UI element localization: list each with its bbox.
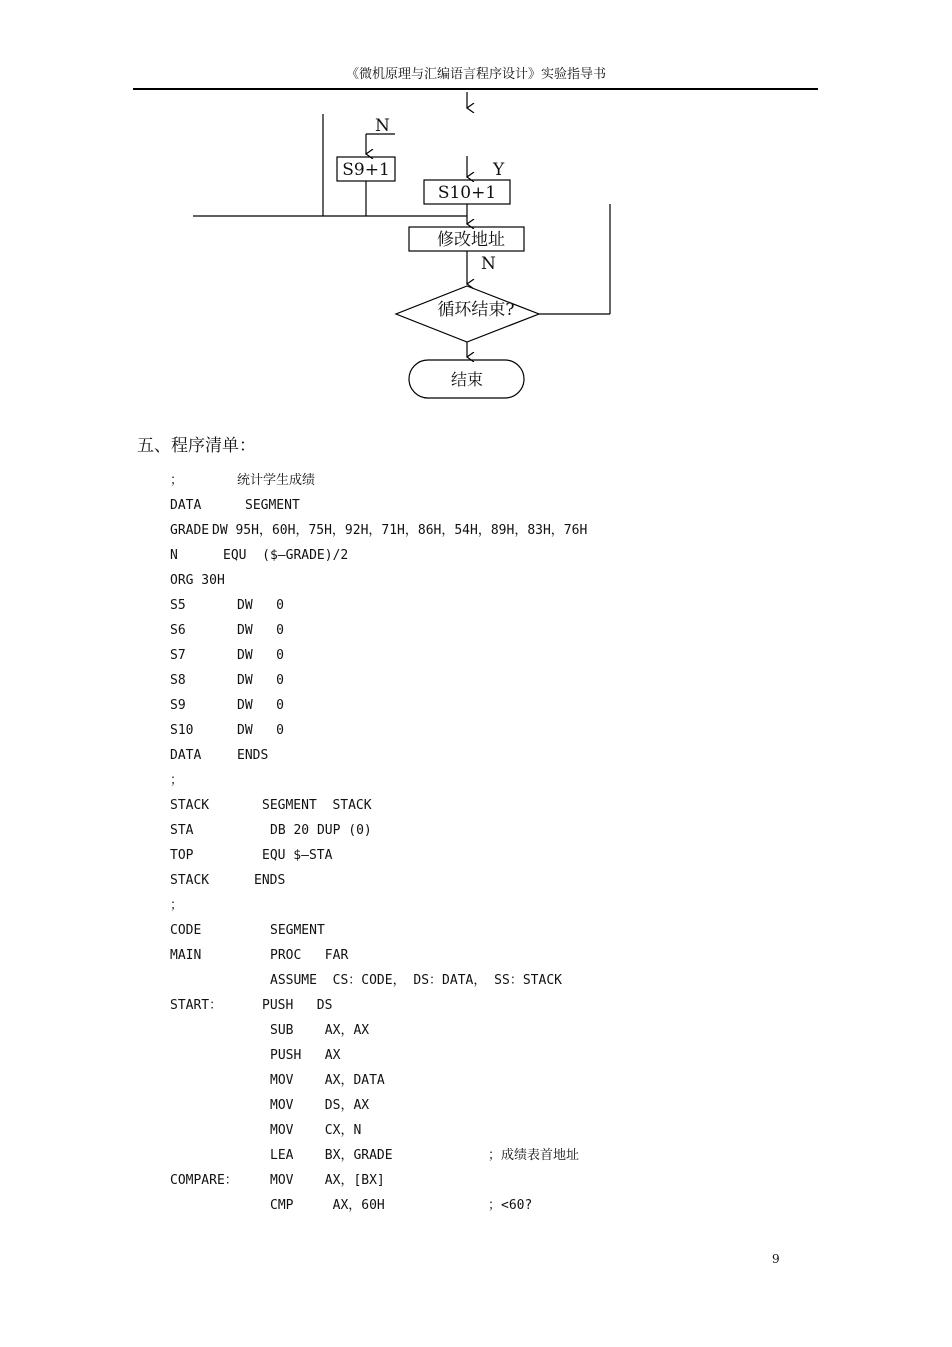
code-line xyxy=(170,1193,870,1218)
code-line xyxy=(170,568,870,593)
code-line xyxy=(170,693,870,718)
code-label: DATA xyxy=(170,498,202,513)
flow-label-modify: 修改地址 xyxy=(437,230,505,250)
code-line xyxy=(170,868,870,893)
code-instruction: MOV DS，AX xyxy=(270,1098,370,1113)
code-line xyxy=(170,1018,870,1043)
code-line xyxy=(170,1118,870,1143)
code-instruction: DB 20 DUP (0) xyxy=(270,823,372,838)
code-label: S7 xyxy=(170,648,186,663)
code-label: S6 xyxy=(170,623,186,638)
code-label: ； xyxy=(170,473,184,488)
code-line xyxy=(170,993,870,1018)
flow-label-end: 结束 xyxy=(450,370,484,389)
code-label: STACK xyxy=(170,873,210,888)
code-instruction: ENDS xyxy=(254,873,286,888)
header-title: 《微机原理与汇编语言程序设计》实验指导书 xyxy=(345,67,606,82)
code-line xyxy=(170,493,870,518)
code-instruction: MOV AX，DATA xyxy=(270,1073,385,1088)
code-label: COMPARE： xyxy=(170,1173,238,1188)
code-instruction: DW 0 xyxy=(237,698,284,713)
code-instruction: DW 0 xyxy=(237,648,284,663)
code-line xyxy=(170,668,870,693)
code-label: START： xyxy=(170,998,223,1013)
code-line xyxy=(170,918,870,943)
flow-label-s10: S10+1 xyxy=(437,183,497,203)
code-listing xyxy=(170,468,870,1218)
code-line xyxy=(170,1143,870,1168)
flow-label-s9: S9+1 xyxy=(342,160,390,180)
code-instruction: SEGMENT STACK xyxy=(262,798,372,813)
code-line xyxy=(170,518,870,543)
code-label: S5 xyxy=(170,598,186,613)
code-line xyxy=(170,543,870,568)
code-instruction: SUB AX，AX xyxy=(270,1023,370,1038)
code-instruction: EQU ($—GRADE)/2 xyxy=(223,548,349,563)
code-label: MAIN xyxy=(170,948,202,963)
code-label: S9 xyxy=(170,698,186,713)
code-line xyxy=(170,643,870,668)
code-instruction: MOV AX，[BX] xyxy=(270,1173,385,1188)
code-line xyxy=(170,468,870,493)
flow-label-n-top: N xyxy=(375,116,390,136)
code-instruction: SEGMENT xyxy=(270,923,325,938)
code-comment: ；成绩表首地址 xyxy=(488,1148,580,1163)
flow-label-n-mid: N xyxy=(481,254,496,274)
code-instruction: 统计学生成绩 xyxy=(237,473,316,488)
section-title: 五、程序清单： xyxy=(137,436,256,456)
code-instruction: DW 0 xyxy=(237,673,284,688)
code-line xyxy=(170,1068,870,1093)
code-line xyxy=(170,618,870,643)
code-instruction: PROC FAR xyxy=(270,948,349,963)
code-instruction: PUSH DS xyxy=(262,998,333,1013)
code-label: TOP xyxy=(170,848,194,863)
code-instruction: DW 0 xyxy=(237,623,284,638)
code-label: STACK xyxy=(170,798,210,813)
code-label: ； xyxy=(170,898,184,913)
code-line xyxy=(170,1043,870,1068)
code-label: N xyxy=(170,548,178,563)
code-line xyxy=(170,818,870,843)
code-instruction: CMP AX，60H xyxy=(270,1198,385,1213)
code-label: GRADE xyxy=(170,523,210,538)
code-line xyxy=(170,943,870,968)
code-label: ； xyxy=(170,773,184,788)
page-number: 9 xyxy=(772,1252,780,1266)
code-instruction: LEA BX，GRADE xyxy=(270,1148,393,1163)
code-instruction: MOV CX，N xyxy=(270,1123,362,1138)
code-label: CODE xyxy=(170,923,202,938)
code-line xyxy=(170,1093,870,1118)
code-instruction: ASSUME CS：CODE， DS：DATA， SS：STACK xyxy=(270,973,562,988)
code-line xyxy=(170,1168,870,1193)
code-label: DATA xyxy=(170,748,202,763)
code-instruction: PUSH AX xyxy=(270,1048,341,1063)
flow-label-y: Y xyxy=(493,160,505,180)
code-comment: ；<60? xyxy=(488,1198,533,1213)
code-line xyxy=(170,893,870,918)
code-label: S10 xyxy=(170,723,194,738)
flowchart xyxy=(0,90,952,410)
code-line xyxy=(170,718,870,743)
code-label: ORG 30H xyxy=(170,573,225,588)
code-line xyxy=(170,793,870,818)
code-instruction: SEGMENT xyxy=(245,498,300,513)
code-line xyxy=(170,768,870,793)
code-line xyxy=(170,593,870,618)
code-instruction: ENDS xyxy=(237,748,269,763)
flow-label-decision: 循环结束? xyxy=(437,300,515,320)
code-instruction: DW 95H，60H，75H，92H，71H，86H，54H，89H，83H，76H xyxy=(212,523,588,538)
code-instruction: EQU $—STA xyxy=(262,848,333,863)
code-line xyxy=(170,843,870,868)
code-instruction: DW 0 xyxy=(237,598,284,613)
code-instruction: DW 0 xyxy=(237,723,284,738)
code-line xyxy=(170,743,870,768)
code-label: STA xyxy=(170,823,194,838)
code-line xyxy=(170,968,870,993)
code-label: S8 xyxy=(170,673,186,688)
